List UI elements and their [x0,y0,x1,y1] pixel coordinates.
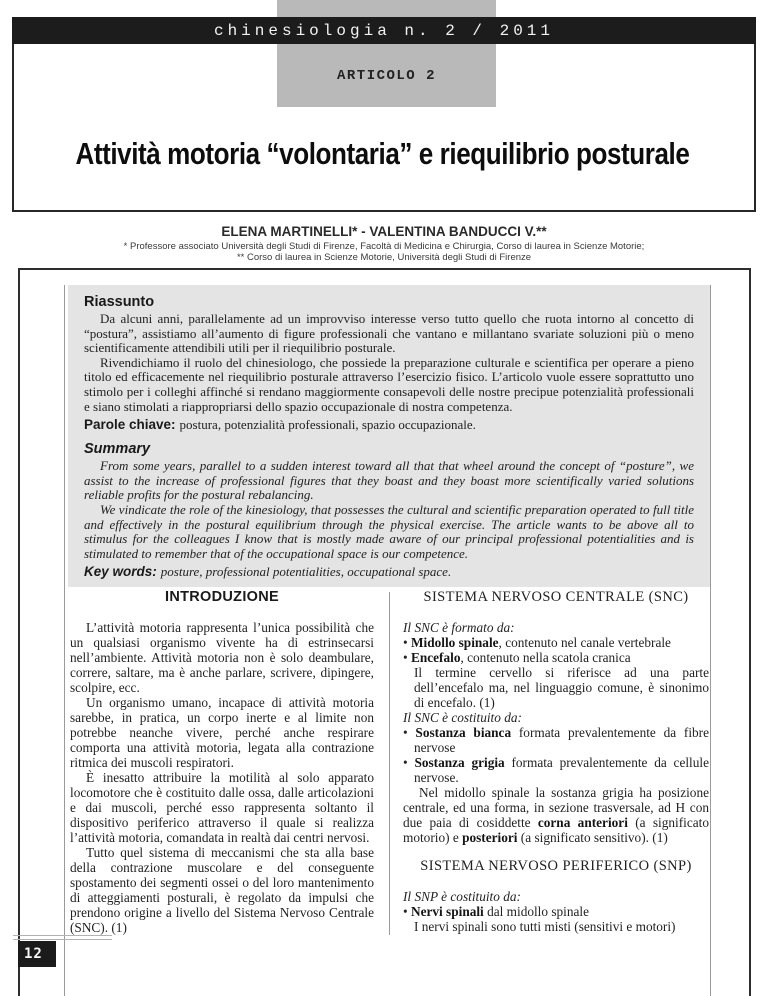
list-item [403,725,709,755]
snp-heading: SISTEMA NERVOSO PERIFERICO (SNP) [420,858,692,874]
paragraph-term: posteriori [462,830,518,845]
abstract-spacer [84,432,694,441]
article-number-label: ARTICOLO 2 [336,68,436,84]
snc-formato-label: Il SNC è formato da: [403,620,515,635]
summary-paragraph: We vindicate the role of the kinesiology, that possesses the cultural and scientific preparation operated to full title and effectively in the postural equilibrium through the physical exercise. The article wants to be above all to stimulus for the colleagues I know that is mostly made aware of our principal professional potentialities and is stimulated to remember that of the occupational space is our competence. [84,501,694,561]
riassunto-paragraph: Rivendichiamo il ruolo del chinesiologo, che possiede la preparazione culturale e scientifica per operare a pieno titolo ed efficacemente nel riequilibrio posturale attraverso l’esercizio fisico. L’articolo vuole essere soprattutto uno stimolo per i colleghi affinché si rendano maggiormente consapevoli delle nostre precipue potenzialità professionali e siano stimolati a riappropriarsi dello spazio occupazionale di nostra competenza. [84,354,694,414]
body-paragraph: Tutto quel sistema di meccanismi che sta alla base della contrazione muscolare e del conseguente spostamento dei segmenti ossei o del loro mantenimento di atteggiamenti posturali, è regolato da impulsi che prendono origine a livello del Sistema Nervoso Centrale (SNC). (1) [70,845,374,935]
list-item-note: Il termine cervello si riferisce ad una parte dell’encefalo ma, nel linguaggio comune, è sinonimo di encefalo. (1) [414,665,709,710]
list-item-term: Midollo spinale [410,635,499,650]
key-words-line [84,564,694,579]
introduction-column [70,590,374,935]
key-words-label: Key words: [84,564,157,580]
body-paragraph: L’attività motoria rappresenta l’unica possibilità che un qualsiasi organismo vivente ha di estrinsecarsi nell’ambiente. Attività motoria non è solo deambulare, correre, saltare, ma è anche parlare, scrivere, dipingere, scolpire, ecc. [70,620,374,695]
riassunto-paragraph: Da alcuni anni, parallelamente ad un improvviso interesse verso tutto quello che ruota intorno al concetto di “postura”, assistiamo all’aumento di figure professionali che vantano e millantano svariate soluzioni più o meno scientificamente attendibili utili per il riequilibrio posturale. [84,311,694,356]
list-item-text: , contenuto nella scatola cranica [460,650,631,665]
list-item [403,650,709,665]
key-words-value: posture, professional potentialities, occupational space. [160,564,452,580]
author-affiliation-2: ** Corso di laurea in Scienze Motorie, Università degli Studi di Firenze [236,251,532,263]
article-body-frame [18,268,751,996]
list-item-term: Sostanza grigia [414,755,505,770]
author-affiliation-1: * Professore associato Università degli Studi di Firenze, Facoltà di Medicina e Chirurgia, Corso di laurea in Scienze Motorie; [123,241,645,252]
paragraph-text: (a significato sensitivo). (1) [517,830,668,845]
list-item [403,904,709,919]
body-paragraph: È inesatto attribuire la motilità al solo apparato locomotore che è costituito dalle ossa, dalle articolazioni e dai muscoli, perché esso rappresenta soltanto il dispositivo periferico attraverso il quale si realizza l’attività motoria, comandata in realtà dai centri nervosi. [70,770,374,845]
paragraph-text: Nel midollo spinale la sostanza grigia ha posizione centrale, ed una forma, in sezione trasversale, ad H con due paia di cosiddette [403,785,709,830]
list-item-term: Sostanza bianca [415,725,512,740]
bullet-icon: • [403,635,408,650]
paragraph-text: (a significato motorio) e [403,815,709,845]
right-column-rule [710,285,711,996]
paragraph-term: corna anteriori [537,815,628,830]
snc-costituito-label: Il SNC è costituito da: [403,710,522,725]
parole-chiave-label: Parole chiave: [84,417,176,433]
nervous-system-column [403,590,709,935]
author-names: ELENA MARTINELLI* - VALENTINA BANDUCCI V.** [221,224,547,239]
summary-paragraph: From some years, parallel to a sudden interest toward all that that wheel around the concept of “posture”, we assist to the increase of professional figures that they boast and they boast more scientifically varied solutions reliable profits for the postural rebalancing. [84,458,694,503]
page-number-rule [13,935,112,940]
journal-header-text: chinesiologia n. 2 / 2011 [213,21,555,40]
journal-header-bar [12,17,756,44]
list-item-text: dal midollo spinale [483,904,590,919]
bullet-icon: • [403,755,408,770]
list-item-note: I nervi spinali sono tutti misti (sensitivi e motori) [414,919,676,934]
parole-chiave-value: postura, potenzialità professionali, spazio occupazionale. [179,417,476,433]
riassunto-heading: Riassunto [84,294,155,310]
two-column-body [70,590,710,935]
list-item-text: , contenuto nel canale vertebrale [498,635,671,650]
article-title-text: Attività motoria “volontaria” e riequilibrio posturale [75,136,689,171]
bullet-icon: • [403,650,408,665]
snc-heading: SISTEMA NERVOSO CENTRALE (SNC) [423,589,689,605]
list-item-term: Nervi spinali [410,904,484,919]
summary-heading: Summary [84,441,151,458]
bullet-icon: • [403,725,408,740]
summary-section [84,441,694,579]
snp-costituito-label: Il SNP è costituito da: [403,889,521,904]
list-item [403,635,709,650]
left-column-rule [64,285,65,996]
list-item-term: Encefalo [410,650,461,665]
body-paragraph: Un organismo umano, incapace di attività motoria sarebbe, in pratica, un corpo inerte e al limite non potrebbe neanche vivere, perché anche respirare comporta una attività motoria, legata alla contrazione ritmica dei muscoli respiratori. [70,695,374,770]
article-title [12,135,752,172]
introduzione-heading: INTRODUZIONE [165,589,279,605]
list-item [403,755,709,785]
parole-chiave-line [84,417,694,432]
column-divider-rule [389,592,390,935]
list-item-text: formata prevalentemente da cellule nervose. [414,755,709,785]
bullet-icon: • [403,904,408,919]
abstract-panel [68,285,710,587]
page-number: 12 [18,941,56,967]
authors-block [0,224,768,263]
midollo-paragraph [403,785,709,845]
list-item-text: formata prevalentemente da fibre nervose [414,725,709,755]
